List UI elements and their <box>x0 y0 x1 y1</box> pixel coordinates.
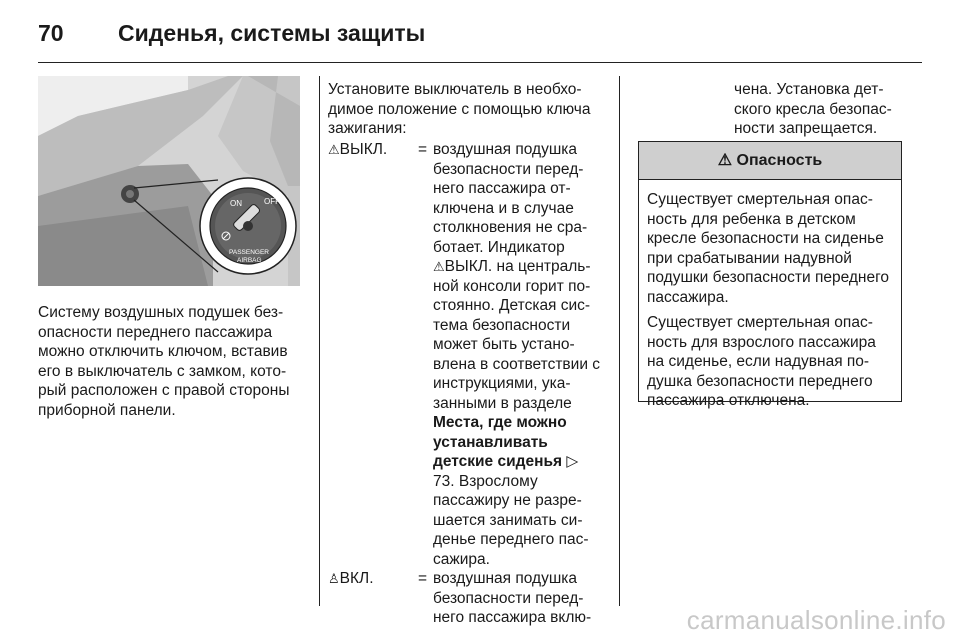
off-definition <box>433 140 603 569</box>
off-definition-part2: ВЫКЛ. на центральной консоли горит постоянно. Детская система безопасности может быть установлена в соответствии с инструкциями, указанными в разделе <box>433 258 601 412</box>
on-term <box>328 569 418 628</box>
switch-label-passenger: PASSENGER <box>229 249 269 256</box>
column-1-text <box>38 303 304 420</box>
airbag-switch-illustration <box>38 76 300 286</box>
switch-label-airbag: AIRBAG <box>237 257 262 264</box>
page-title: Сиденья, системы защиты <box>118 20 426 46</box>
airbag-off-icon: ⚠︎ <box>328 142 340 157</box>
on-definition: воздушная подушка безопасности переднего пассажира вклю- <box>433 570 592 626</box>
switch-positions-list <box>328 140 603 628</box>
off-term <box>328 140 418 569</box>
warning-title: Опасность <box>736 152 823 169</box>
intro-paragraph: Систему воздушных подушек безопасности переднего пассажира можно отключить ключом, вставив его в выключатель с замком, который расположен с правой стороны приборной панели. <box>38 304 290 419</box>
header-rule <box>38 62 922 63</box>
column-divider-2 <box>619 76 620 606</box>
footer-watermark: carmanualsonline.info <box>686 605 946 635</box>
on-label: ВКЛ. <box>339 570 374 587</box>
off-definition-part1: воздушная подушка безопасности переднего пассажира отключена и в случае столкновения не сработает. Индикатор <box>433 141 588 256</box>
warning-body <box>639 180 901 411</box>
column-2-intro <box>328 80 606 139</box>
warning-paragraph-2: Существует смертельная опасность для взрослого пассажира на сиденье, если надувная подушка безопасности переднего пассажира отключена. <box>647 314 876 409</box>
list-item-off <box>328 140 603 569</box>
page-number: 70 <box>38 20 64 46</box>
warning-triangle-icon: ⚠ <box>717 152 733 169</box>
danger-warning-box <box>638 141 902 409</box>
equals-sign: = <box>418 141 428 158</box>
page-header <box>38 20 425 47</box>
equals-sign: = <box>418 570 428 587</box>
column-divider-1 <box>319 76 320 606</box>
warning-header <box>639 142 901 180</box>
switch-label-on: ON <box>230 199 242 208</box>
page-ref-arrow-icon: ▷ <box>566 453 579 470</box>
instruction-paragraph: Установите выключатель в необходимое положение с помощью ключа зажигания: <box>328 81 591 137</box>
off-label: ВЫКЛ. <box>339 141 388 158</box>
switch-label-off: OFF <box>264 197 280 206</box>
continuation-paragraph: чена. Установка детского кресла безопасности запрещается. <box>734 81 892 137</box>
warning-paragraph-1: Существует смертельная опасность для ребенка в детском кресле безопасности на сиденье при срабатывании надувной подушки безопасности переднего пассажира. <box>647 191 890 306</box>
column-3-continuation <box>734 80 904 139</box>
airbag-off-indicator-icon: ⚠︎ <box>433 259 445 274</box>
section-reference-title: Места, где можно устанавливать детские сиденья <box>433 414 567 470</box>
airbag-on-icon: ♙ <box>328 571 340 586</box>
off-definition-ref: 73. Взрослому пассажиру не разрешается занимать сиденье переднего пассажира. <box>433 472 589 568</box>
list-item-on <box>328 569 603 628</box>
